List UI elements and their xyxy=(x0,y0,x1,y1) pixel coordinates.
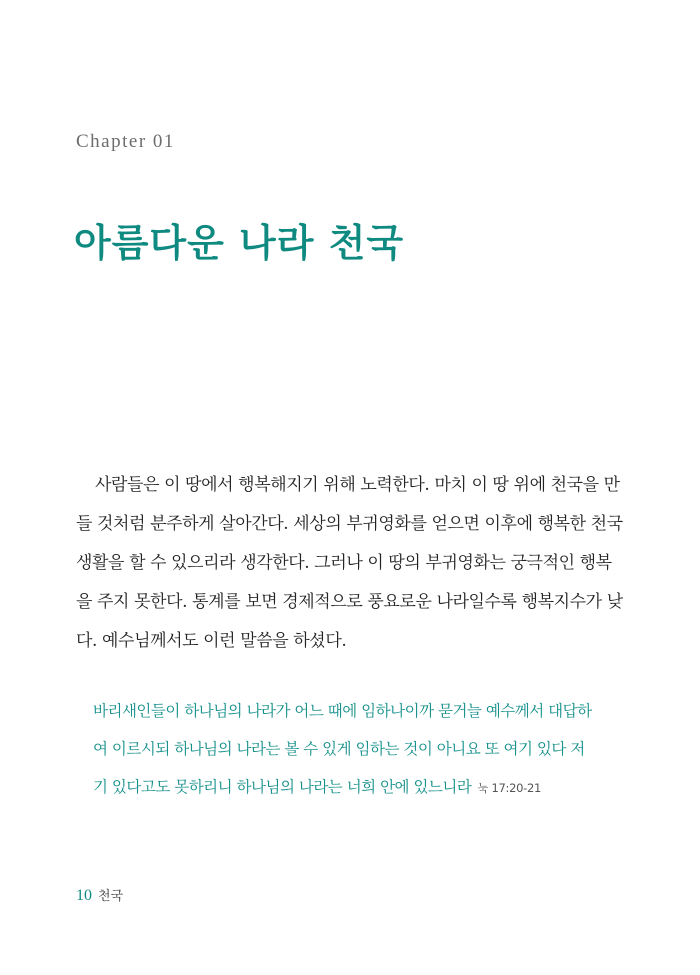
body-paragraph xyxy=(76,466,624,661)
quote-line xyxy=(93,768,613,807)
page-footer xyxy=(76,885,123,905)
scripture-quote xyxy=(93,692,613,807)
running-title: 천국 xyxy=(98,889,124,904)
page-number: 10 xyxy=(76,887,92,904)
body-line: 생활을 할 수 있으리라 생각한다. 그러나 이 땅의 부귀영화는 궁극적인 행복 xyxy=(76,553,612,573)
body-line: 사람들은 이 땅에서 행복해지기 위해 노력한다. 마치 이 땅 위에 천국을 만 xyxy=(95,475,620,495)
quote-line: 여 이르시되 하나님의 나라는 볼 수 있게 임하는 것이 아니요 또 여기 있다 저 xyxy=(93,740,585,758)
body-line: 을 주지 못한다. 통계를 보면 경제적으로 풍요로운 나라일수록 행복지수가 낮 xyxy=(76,592,623,612)
scripture-reference: 눅 17:20-21 xyxy=(477,781,542,795)
chapter-label: Chapter 01 xyxy=(76,131,175,152)
body-line: 다. 예수님께서도 이런 말씀을 하셨다. xyxy=(76,631,347,651)
quote-line: 바리새인들이 하나님의 나라가 어느 때에 임하나이까 묻거늘 예수께서 대답하 xyxy=(93,702,592,720)
chapter-title: 아름다운 나라 천국 xyxy=(74,220,405,265)
quote-line-text: 기 있다고도 못하리니 하나님의 나라는 너희 안에 있느니라 xyxy=(93,778,472,796)
body-line: 들 것처럼 분주하게 살아간다. 세상의 부귀영화를 얻으면 이후에 행복한 천국 xyxy=(76,514,623,534)
